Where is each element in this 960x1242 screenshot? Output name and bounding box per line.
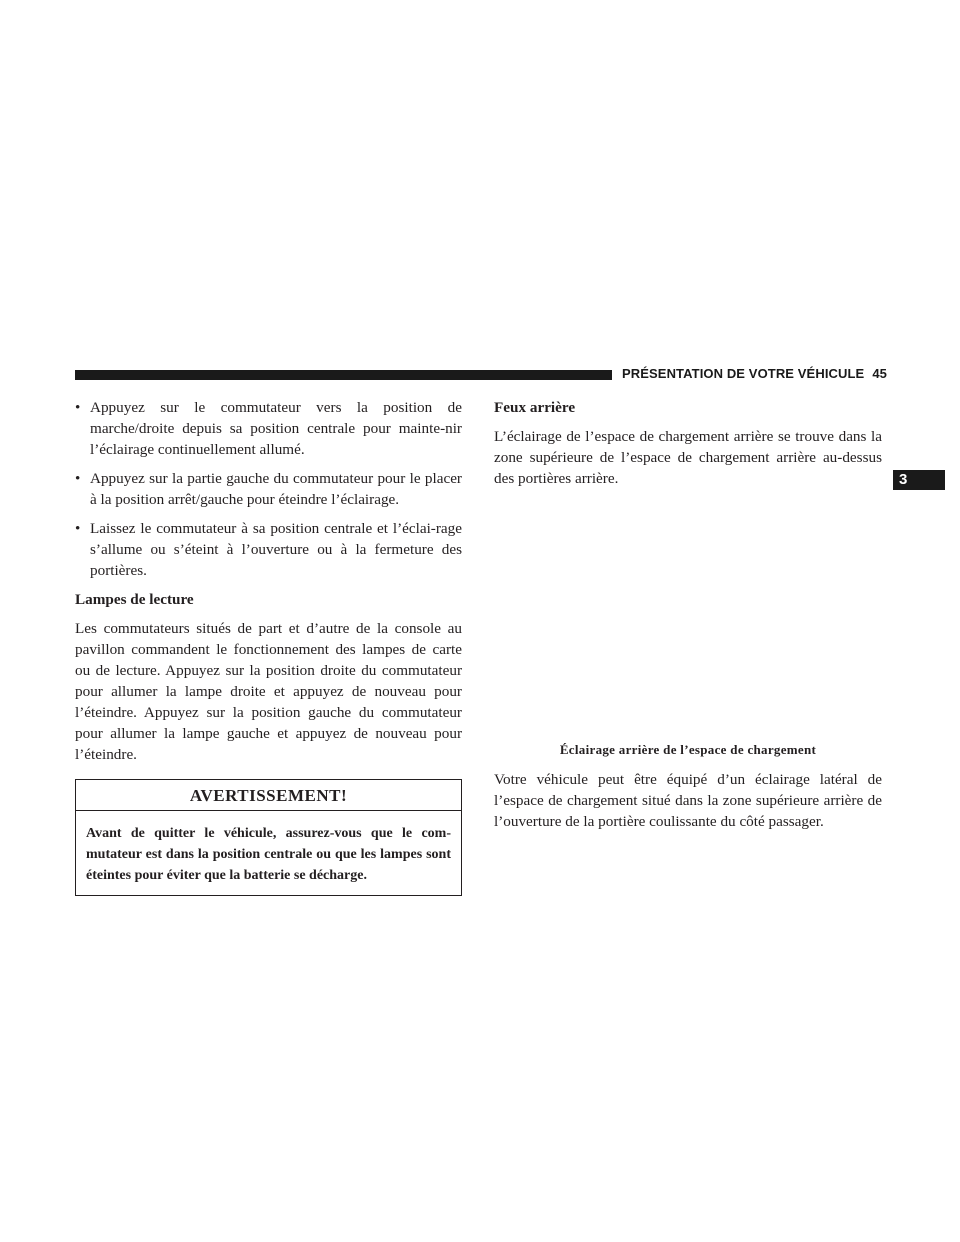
list-item-text: Appuyez sur la partie gauche du commutateur pour le placer à la position arrêt/gauche pour éteindre l’éclairage. [90, 470, 462, 508]
paragraph-side-light: Votre véhicule peut être équipé d’un éclairage latéral de l’espace de chargement situé dans la zone supérieure arrière de l’ouverture de la portière coulissante du côté passager. [494, 771, 882, 830]
section-title: PRÉSENTATION DE VOTRE VÉHICULE [622, 366, 865, 381]
paragraph-reading-lamps: Les commutateurs situés de part et d’autre de la console au pavillon commandent le fonctionnement des lampes de carte ou de lecture. Appuyez sur la position droite du commutateur pour allumer la lampe droite et appuyez de nouveau pour l’éteindre. Appuyez sur la position gauche du commutateur pour allumer la lampe gauche et appuyez de nouveau pour l’éteindre. [75, 620, 462, 763]
list-item [75, 397, 462, 460]
right-column [494, 397, 882, 842]
figure-placeholder [494, 499, 882, 739]
chapter-number: 3 [899, 471, 908, 488]
warning-title: AVERTISSEMENT! [76, 780, 461, 811]
running-header [622, 366, 887, 381]
list-item [75, 468, 462, 510]
figure-caption: Éclairage arrière de l’espace de chargement [559, 742, 817, 757]
page-number: 45 [872, 366, 887, 381]
subheading-reading-lamps: Lampes de lecture [75, 591, 194, 608]
bullet-icon: • [75, 399, 81, 416]
warning-text: Avant de quitter le véhicule, assurez-vous que le com-mutateur est dans la position centrale ou que les lampes sont éteintes pour éviter que la batterie se décharge. [86, 826, 451, 883]
bullet-icon: • [75, 470, 81, 487]
list-item-text: Laissez le commutateur à sa position centrale et l’éclai-rage s’allume ou s’éteint à l’ouverture ou à la fermeture des portières. [90, 520, 462, 579]
list-item [75, 518, 462, 581]
bullet-icon: • [75, 520, 81, 537]
subheading-rear-lights: Feux arrière [494, 399, 576, 416]
header-rule [75, 370, 612, 380]
bullet-list [75, 397, 462, 581]
list-item-text: Appuyez sur le commutateur vers la position de marche/droite depuis sa position centrale pour mainte-nir l’éclairage continuellement allumé. [90, 399, 462, 458]
paragraph-rear-lights: L’éclairage de l’espace de chargement arrière se trouve dans la zone supérieure de l’espace de chargement arrière au-dessus des portières arrière. [494, 428, 882, 487]
left-column [75, 397, 462, 896]
warning-box [75, 779, 462, 896]
chapter-tab [893, 470, 945, 490]
